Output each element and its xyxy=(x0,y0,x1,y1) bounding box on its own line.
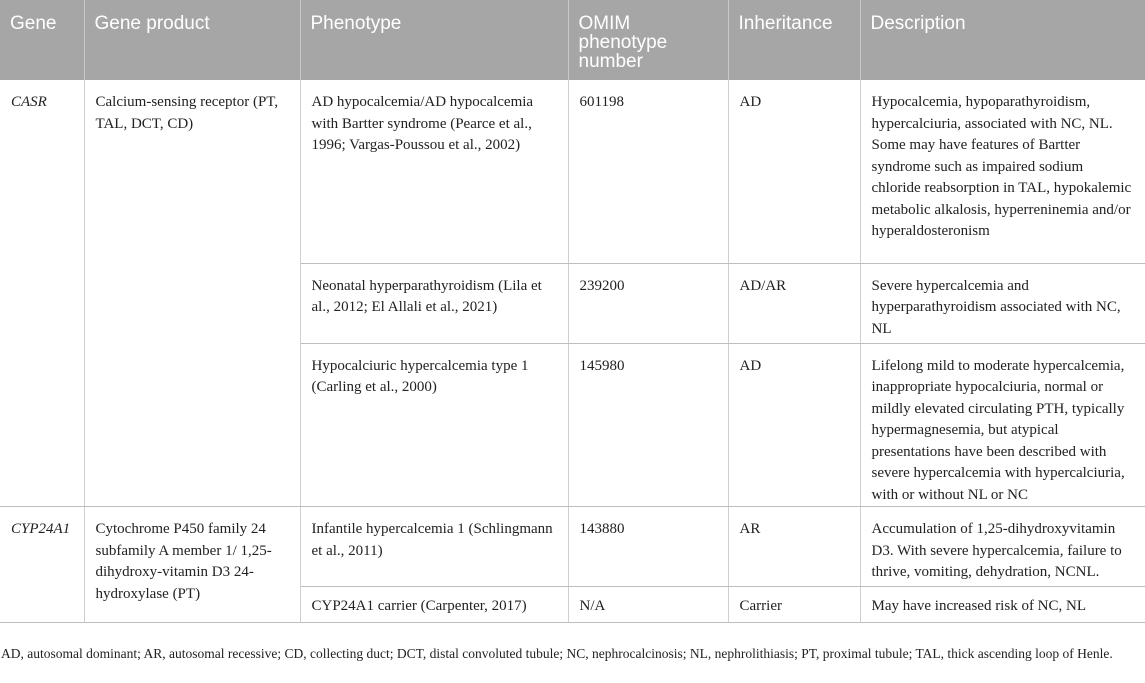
omim-link[interactable]: 239200 xyxy=(568,263,728,343)
table-row xyxy=(0,80,1145,263)
phenotype-cell: AD hypocalcemia/AD hypocalcemia with Bartter syndrome (Pearce et al., 1996; Vargas-Poussou et al., 2002) xyxy=(300,80,568,263)
header-phenotype: Phenotype xyxy=(300,0,568,80)
header-description: Description xyxy=(860,0,1145,80)
description-cell: Hypocalcemia, hypoparathyroidism, hypercalciuria, associated with NC, NL. Some may have features of Bartter syndrome such as impaired sodium chloride reabsorption in TAL, hypokalemic metabolic alkalosis, hyperreninemia and/or hyperaldosteronism xyxy=(860,80,1145,263)
header-omim: OMIM phenotype number xyxy=(568,0,728,80)
description-cell: Lifelong mild to moderate hypercalcemia, inappropriate hypocalciuria, normal or mildly elevated circulating PTH, typically hypermagnesemia, but atypical presentations have been described with severe hypercalcemia with hypercalciuria, with or without NL or NC xyxy=(860,343,1145,507)
header-row xyxy=(0,0,1145,80)
description-cell: Severe hypercalcemia and hyperparathyroidism associated with NC, NL xyxy=(860,263,1145,343)
phenotype-cell: CYP24A1 carrier (Carpenter, 2017) xyxy=(300,587,568,623)
table-row xyxy=(0,507,1145,587)
header-inheritance: Inheritance xyxy=(728,0,860,80)
gene-cell: CASR xyxy=(0,80,84,507)
phenotype-cell: Hypocalciuric hypercalcemia type 1 (Carling et al., 2000) xyxy=(300,343,568,507)
header-gene: Gene xyxy=(0,0,84,80)
omim-link[interactable]: 143880 xyxy=(568,507,728,587)
inheritance-cell: AD xyxy=(728,80,860,263)
phenotype-cell: Infantile hypercalcemia 1 (Schlingmann et al., 2011) xyxy=(300,507,568,587)
omim-link[interactable]: 601198 xyxy=(568,80,728,263)
description-cell: Accumulation of 1,25-dihydroxyvitamin D3. With severe hypercalcemia, failure to thrive, vomiting, dehydration, NCNL. xyxy=(860,507,1145,587)
header-gene-product: Gene product xyxy=(84,0,300,80)
inheritance-cell: Carrier xyxy=(728,587,860,623)
inheritance-cell: AD xyxy=(728,343,860,507)
inheritance-cell: AR xyxy=(728,507,860,587)
description-cell: May have increased risk of NC, NL xyxy=(860,587,1145,623)
gene-product-cell: Cytochrome P450 family 24 subfamily A member 1/ 1,25-dihydroxy-vitamin D3 24-hydroxylase (PT) xyxy=(84,507,300,623)
omim-link[interactable]: 145980 xyxy=(568,343,728,507)
gene-cell: CYP24A1 xyxy=(0,507,84,623)
inheritance-cell: AD/AR xyxy=(728,263,860,343)
omim-cell: N/A xyxy=(568,587,728,623)
phenotype-cell: Neonatal hyperparathyroidism (Lila et al., 2012; El Allali et al., 2021) xyxy=(300,263,568,343)
gene-product-cell: Calcium-sensing receptor (PT, TAL, DCT, CD) xyxy=(84,80,300,507)
table-footnote: AD, autosomal dominant; AR, autosomal recessive; CD, collecting duct; DCT, distal convoluted tubule; NC, nephrocalcinosis; NL, nephrolithiasis; PT, proximal tubule; TAL, thick ascending loop of Henle. xyxy=(1,646,1113,661)
